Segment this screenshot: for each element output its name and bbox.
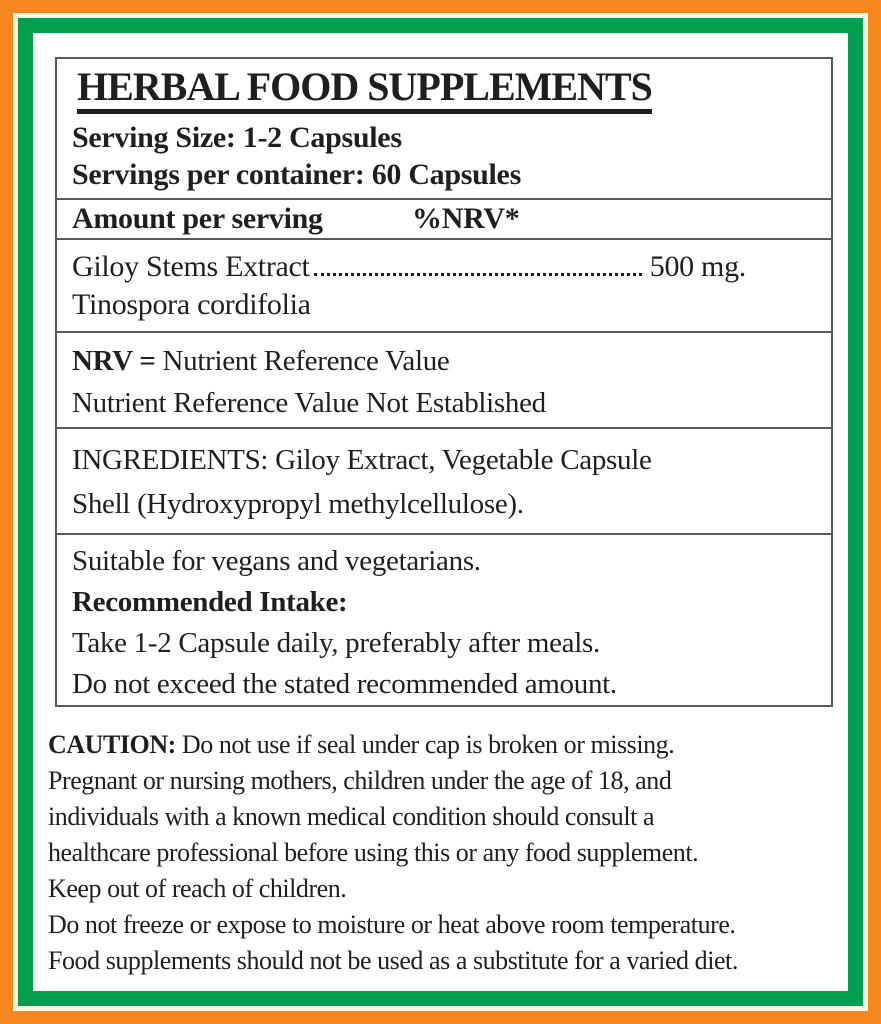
nrv-definition: Nutrient Reference Value	[155, 345, 450, 377]
caution-label: CAUTION:	[48, 730, 176, 759]
ingredient-name: Giloy Stems Extract	[72, 250, 310, 283]
serving-size: Serving Size: 1-2 Capsules	[72, 121, 402, 154]
caution-line-3: individuals with a known medical condition should consult a	[48, 802, 655, 831]
intake-line-2: Do not exceed the stated recommended amount.	[72, 668, 617, 700]
vegan-note: Suitable for vegans and vegetarians.	[72, 545, 481, 577]
usage-section	[57, 533, 831, 705]
column-headers-row	[57, 198, 831, 238]
nrv-definition-line	[72, 340, 831, 382]
label-content-area	[33, 33, 848, 991]
intake-line-1: Take 1-2 Capsule daily, preferably after meals.	[72, 627, 600, 659]
caution-block	[48, 727, 854, 979]
recommended-intake-heading: Recommended Intake:	[72, 586, 348, 618]
caution-line-4: healthcare professional before using this or any food supplement.	[48, 838, 699, 867]
nrv-not-established: Nutrient Reference Value Not Established	[72, 387, 546, 419]
caution-line-5: Keep out of reach of children.	[48, 874, 347, 903]
nrv-abbr: NRV =	[72, 345, 156, 377]
ingredients-line-1: INGREDIENTS: Giloy Extract, Vegetable Capsule	[72, 444, 652, 476]
ingredients-section	[57, 427, 831, 533]
dot-leader	[314, 273, 642, 276]
panel-header-section	[57, 59, 831, 198]
caution-line-1-text: Do not use if seal under cap is broken or missing.	[175, 730, 675, 759]
servings-per-container: Servings per container: 60 Capsules	[72, 158, 521, 191]
caution-line-7: Food supplements should not be used as a substitute for a varied diet.	[48, 946, 738, 975]
caution-line-1	[48, 727, 854, 763]
botanical-name: Tinospora cordifolia	[72, 288, 311, 321]
amount-per-serving-header: Amount per serving	[72, 202, 323, 235]
ingredient-amount-row	[72, 249, 831, 285]
ingredient-amount: 500 mg.	[649, 250, 746, 283]
nrv-note-section	[57, 331, 831, 427]
nrv-header: %NRV*	[412, 202, 520, 235]
ingredients-line-2: Shell (Hydroxypropyl methylcellulose).	[72, 488, 524, 520]
label-title: HERBAL FOOD SUPPLEMENTS	[77, 66, 652, 114]
supplement-facts-panel	[55, 57, 833, 707]
caution-line-6: Do not freeze or expose to moisture or heat above room temperature.	[48, 910, 736, 939]
caution-line-2: Pregnant or nursing mothers, children under the age of 18, and	[48, 766, 672, 795]
ingredient-amount-section	[57, 238, 831, 331]
